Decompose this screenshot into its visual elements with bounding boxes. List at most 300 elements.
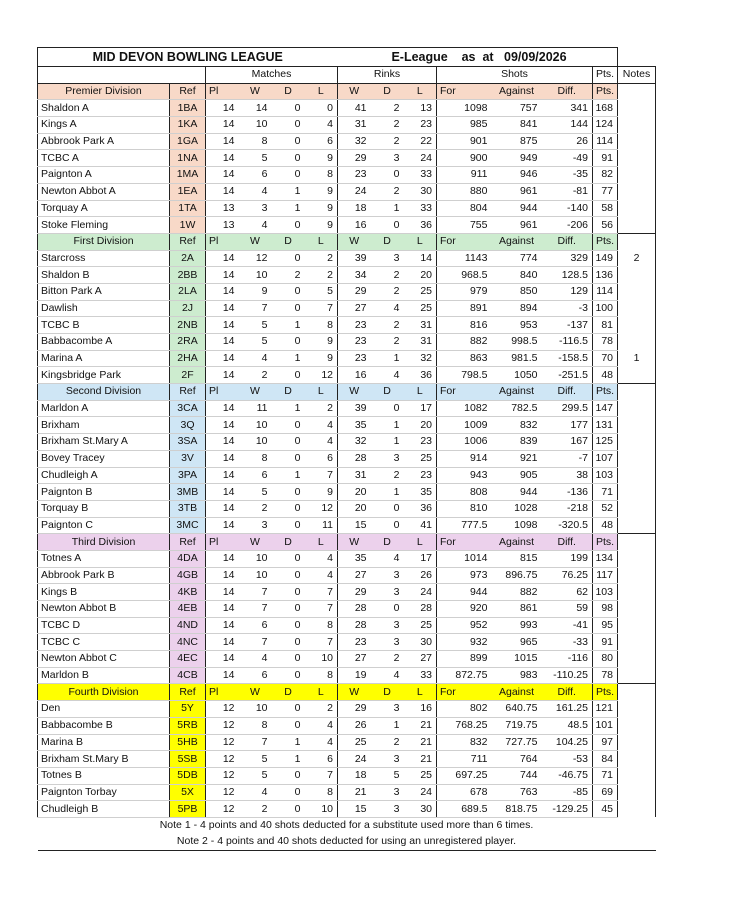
team-stat: 8 bbox=[239, 450, 272, 467]
team-stat: 26 bbox=[542, 133, 593, 150]
team-stat: 12 bbox=[206, 751, 239, 768]
team-name: Totnes B bbox=[38, 767, 170, 784]
team-ref: 3MC bbox=[170, 517, 206, 534]
team-stat: 28 bbox=[338, 450, 371, 467]
team-name: Kings B bbox=[38, 584, 170, 601]
team-stat: 14 bbox=[206, 183, 239, 200]
team-note bbox=[618, 567, 656, 584]
team-points: 136 bbox=[593, 267, 618, 284]
team-stat: 10 bbox=[239, 267, 272, 284]
team-stat: 18 bbox=[338, 200, 371, 217]
team-stat: 861 bbox=[492, 601, 542, 618]
team-stat: 841 bbox=[492, 117, 542, 134]
division-name: Premier Division bbox=[38, 83, 170, 100]
team-stat: 0 bbox=[272, 701, 305, 718]
team-stat: 5 bbox=[239, 484, 272, 501]
team-stat: 798.5 bbox=[437, 367, 492, 384]
team-stat: 3 bbox=[371, 250, 404, 267]
team-stat: 14 bbox=[206, 367, 239, 384]
team-stat: 17 bbox=[404, 400, 437, 417]
team-stat: 7 bbox=[305, 584, 338, 601]
team-points: 80 bbox=[593, 651, 618, 668]
team-stat: 1 bbox=[272, 183, 305, 200]
team-stat: 4 bbox=[239, 350, 272, 367]
team-stat: 1098 bbox=[492, 517, 542, 534]
team-stat: 10 bbox=[239, 550, 272, 567]
column-header: Against bbox=[492, 83, 542, 100]
team-name: Brixham St.Mary A bbox=[38, 434, 170, 451]
team-stat: 59 bbox=[542, 601, 593, 618]
team-stat: 3 bbox=[239, 517, 272, 534]
team-stat: 32 bbox=[338, 434, 371, 451]
column-header: D bbox=[371, 384, 404, 401]
team-stat: 2 bbox=[305, 701, 338, 718]
team-stat: 891 bbox=[437, 300, 492, 317]
team-stat: 12 bbox=[239, 250, 272, 267]
team-stat: 911 bbox=[437, 167, 492, 184]
team-stat: 32 bbox=[338, 133, 371, 150]
team-stat: 998.5 bbox=[492, 334, 542, 351]
team-name: Newton Abbot B bbox=[38, 601, 170, 618]
column-header: Ref bbox=[170, 534, 206, 551]
team-note bbox=[618, 317, 656, 334]
team-name: Den bbox=[38, 701, 170, 718]
team-stat: 894 bbox=[492, 300, 542, 317]
team-stat: 808 bbox=[437, 484, 492, 501]
column-header: Pts. bbox=[593, 384, 618, 401]
column-header: W bbox=[239, 534, 272, 551]
team-stat: 832 bbox=[492, 417, 542, 434]
team-points: 48 bbox=[593, 367, 618, 384]
team-stat: 2 bbox=[371, 267, 404, 284]
team-stat: 3 bbox=[371, 617, 404, 634]
team-stat: 2 bbox=[239, 367, 272, 384]
team-stat: 0 bbox=[272, 651, 305, 668]
team-row bbox=[38, 517, 656, 534]
team-points: 121 bbox=[593, 701, 618, 718]
team-stat: 979 bbox=[437, 283, 492, 300]
team-name: TCBC A bbox=[38, 150, 170, 167]
team-points: 131 bbox=[593, 417, 618, 434]
team-note bbox=[618, 100, 656, 117]
team-stat: 31 bbox=[404, 317, 437, 334]
team-stat: 4 bbox=[371, 667, 404, 684]
team-note bbox=[618, 801, 656, 818]
team-stat: 768.25 bbox=[437, 717, 492, 734]
team-name: Newton Abbot A bbox=[38, 183, 170, 200]
column-header: D bbox=[371, 684, 404, 701]
team-stat: 20 bbox=[404, 417, 437, 434]
team-ref: 4DA bbox=[170, 550, 206, 567]
team-stat: 3 bbox=[371, 567, 404, 584]
column-header: Against bbox=[492, 233, 542, 250]
team-stat: 0 bbox=[272, 150, 305, 167]
team-stat: 4 bbox=[239, 183, 272, 200]
team-stat: 901 bbox=[437, 133, 492, 150]
team-stat: 9 bbox=[305, 350, 338, 367]
team-stat: 35 bbox=[404, 484, 437, 501]
team-stat: 782.5 bbox=[492, 400, 542, 417]
column-header: Diff. bbox=[542, 233, 593, 250]
team-stat: 0 bbox=[272, 617, 305, 634]
team-stat: 7 bbox=[305, 767, 338, 784]
team-row bbox=[38, 167, 656, 184]
team-stat: 1 bbox=[272, 751, 305, 768]
team-stat: 946 bbox=[492, 167, 542, 184]
column-header: Against bbox=[492, 684, 542, 701]
team-stat: 7 bbox=[239, 300, 272, 317]
team-points: 78 bbox=[593, 334, 618, 351]
team-stat: 0 bbox=[272, 601, 305, 618]
team-stat: 5 bbox=[239, 317, 272, 334]
team-stat: -33 bbox=[542, 634, 593, 651]
team-row bbox=[38, 767, 656, 784]
team-stat: 2 bbox=[239, 500, 272, 517]
team-name: Dawlish bbox=[38, 300, 170, 317]
column-header: Pl bbox=[206, 684, 239, 701]
team-stat: 10 bbox=[305, 801, 338, 818]
team-stat: 0 bbox=[371, 217, 404, 234]
team-note bbox=[618, 634, 656, 651]
team-stat: 872.75 bbox=[437, 667, 492, 684]
team-stat: 14 bbox=[206, 484, 239, 501]
team-note bbox=[618, 667, 656, 684]
team-stat: 777.5 bbox=[437, 517, 492, 534]
column-header: Pl bbox=[206, 384, 239, 401]
team-stat: 26 bbox=[404, 567, 437, 584]
team-stat: 8 bbox=[239, 133, 272, 150]
team-stat: 28 bbox=[338, 617, 371, 634]
column-header: Ref bbox=[170, 384, 206, 401]
team-stat: 2 bbox=[371, 133, 404, 150]
team-ref: 5Y bbox=[170, 701, 206, 718]
team-stat: 0 bbox=[272, 484, 305, 501]
team-stat: 9 bbox=[239, 283, 272, 300]
team-stat: -116.5 bbox=[542, 334, 593, 351]
team-stat: -158.5 bbox=[542, 350, 593, 367]
team-name: Brixham bbox=[38, 417, 170, 434]
team-row bbox=[38, 751, 656, 768]
team-stat: 27 bbox=[338, 567, 371, 584]
team-stat: 9 bbox=[305, 183, 338, 200]
team-name: Shaldon A bbox=[38, 100, 170, 117]
team-stat: 18 bbox=[338, 767, 371, 784]
team-stat: 177 bbox=[542, 417, 593, 434]
team-stat: 961 bbox=[492, 183, 542, 200]
team-stat: 0 bbox=[371, 167, 404, 184]
team-stat: 35 bbox=[338, 417, 371, 434]
team-stat: 8 bbox=[305, 784, 338, 801]
team-ref: 3TB bbox=[170, 500, 206, 517]
team-stat: -116 bbox=[542, 651, 593, 668]
team-stat: 985 bbox=[437, 117, 492, 134]
team-stat: 744 bbox=[492, 767, 542, 784]
team-stat: 25 bbox=[404, 617, 437, 634]
team-row bbox=[38, 350, 656, 367]
team-note bbox=[618, 217, 656, 234]
team-stat: 1 bbox=[371, 717, 404, 734]
team-row bbox=[38, 283, 656, 300]
team-stat: 7 bbox=[239, 634, 272, 651]
team-stat: 27 bbox=[338, 300, 371, 317]
team-points: 45 bbox=[593, 801, 618, 818]
team-points: 84 bbox=[593, 751, 618, 768]
team-stat: 9 bbox=[305, 334, 338, 351]
team-stat: 20 bbox=[404, 267, 437, 284]
team-stat: 882 bbox=[437, 334, 492, 351]
team-ref: 4NC bbox=[170, 634, 206, 651]
team-stat: 36 bbox=[404, 367, 437, 384]
team-stat: 914 bbox=[437, 450, 492, 467]
team-stat: 14 bbox=[206, 601, 239, 618]
group-pts: Pts. bbox=[593, 67, 618, 84]
team-stat: 755 bbox=[437, 217, 492, 234]
team-stat: 167 bbox=[542, 434, 593, 451]
team-stat: 3 bbox=[239, 200, 272, 217]
team-ref: 5HB bbox=[170, 734, 206, 751]
column-header: D bbox=[272, 384, 305, 401]
team-note bbox=[618, 334, 656, 351]
title-blank bbox=[618, 48, 656, 67]
group-blank bbox=[38, 67, 206, 84]
team-stat: 0 bbox=[272, 117, 305, 134]
group-header-row bbox=[38, 67, 656, 84]
team-ref: 3V bbox=[170, 450, 206, 467]
team-stat: 15 bbox=[338, 801, 371, 818]
league-title: MID DEVON BOWLING LEAGUE bbox=[38, 48, 338, 67]
column-header: Pts. bbox=[593, 83, 618, 100]
team-stat: 2 bbox=[371, 283, 404, 300]
team-row bbox=[38, 717, 656, 734]
team-stat: 4 bbox=[305, 567, 338, 584]
team-row bbox=[38, 584, 656, 601]
team-ref: 1BA bbox=[170, 100, 206, 117]
team-stat: -218 bbox=[542, 500, 593, 517]
team-name: Marina B bbox=[38, 734, 170, 751]
team-name: TCBC D bbox=[38, 617, 170, 634]
team-stat: 3 bbox=[371, 150, 404, 167]
team-note bbox=[618, 150, 656, 167]
team-stat: 763 bbox=[492, 784, 542, 801]
team-stat: 1028 bbox=[492, 500, 542, 517]
team-name: Starcross bbox=[38, 250, 170, 267]
team-stat: 697.25 bbox=[437, 767, 492, 784]
team-stat: 949 bbox=[492, 150, 542, 167]
team-stat: 14 bbox=[206, 517, 239, 534]
team-note bbox=[618, 484, 656, 501]
team-stat: 14 bbox=[206, 417, 239, 434]
team-stat: 0 bbox=[272, 667, 305, 684]
team-stat: 30 bbox=[404, 183, 437, 200]
team-stat: 14 bbox=[206, 250, 239, 267]
column-header: Ref bbox=[170, 233, 206, 250]
team-name: Marldon B bbox=[38, 667, 170, 684]
team-row bbox=[38, 250, 656, 267]
team-stat: 816 bbox=[437, 317, 492, 334]
team-stat: 880 bbox=[437, 183, 492, 200]
team-stat: 1006 bbox=[437, 434, 492, 451]
team-stat: 921 bbox=[492, 450, 542, 467]
team-note bbox=[618, 267, 656, 284]
team-stat: 0 bbox=[272, 367, 305, 384]
team-points: 125 bbox=[593, 434, 618, 451]
team-row bbox=[38, 300, 656, 317]
team-name: Paignton C bbox=[38, 517, 170, 534]
team-stat: 23 bbox=[338, 167, 371, 184]
team-stat: 0 bbox=[272, 100, 305, 117]
team-stat: 0 bbox=[272, 450, 305, 467]
team-row bbox=[38, 784, 656, 801]
team-note bbox=[618, 300, 656, 317]
team-stat: 31 bbox=[338, 467, 371, 484]
team-stat: 0 bbox=[272, 167, 305, 184]
team-name: Chudleigh B bbox=[38, 801, 170, 818]
team-stat: 341 bbox=[542, 100, 593, 117]
team-stat: 2 bbox=[305, 400, 338, 417]
team-stat: 1015 bbox=[492, 651, 542, 668]
team-name: Bovey Tracey bbox=[38, 450, 170, 467]
team-stat: 2 bbox=[371, 334, 404, 351]
team-points: 91 bbox=[593, 634, 618, 651]
team-stat: 13 bbox=[206, 200, 239, 217]
team-stat: 41 bbox=[338, 100, 371, 117]
team-stat: 832 bbox=[437, 734, 492, 751]
team-stat: 6 bbox=[239, 467, 272, 484]
column-header: Pl bbox=[206, 233, 239, 250]
team-stat: 6 bbox=[239, 667, 272, 684]
team-stat: 882 bbox=[492, 584, 542, 601]
team-stat: 14 bbox=[206, 567, 239, 584]
team-stat: 14 bbox=[206, 150, 239, 167]
team-name: Brixham St.Mary B bbox=[38, 751, 170, 768]
team-stat: -85 bbox=[542, 784, 593, 801]
team-name: Newton Abbot C bbox=[38, 651, 170, 668]
team-row bbox=[38, 651, 656, 668]
team-stat: 1 bbox=[272, 200, 305, 217]
team-row bbox=[38, 267, 656, 284]
team-stat: 4 bbox=[239, 784, 272, 801]
team-stat: 26 bbox=[338, 717, 371, 734]
team-stat: 1 bbox=[371, 484, 404, 501]
team-stat: 839 bbox=[492, 434, 542, 451]
team-stat: 3 bbox=[371, 751, 404, 768]
team-stat: 8 bbox=[305, 667, 338, 684]
team-stat: 815 bbox=[492, 550, 542, 567]
team-ref: 4ND bbox=[170, 617, 206, 634]
team-stat: 329 bbox=[542, 250, 593, 267]
team-stat: 0 bbox=[272, 517, 305, 534]
column-header: L bbox=[404, 534, 437, 551]
team-stat: 30 bbox=[404, 634, 437, 651]
team-points: 168 bbox=[593, 100, 618, 117]
team-stat: 12 bbox=[206, 801, 239, 818]
team-points: 95 bbox=[593, 617, 618, 634]
team-row bbox=[38, 634, 656, 651]
team-stat: 20 bbox=[338, 500, 371, 517]
team-points: 91 bbox=[593, 150, 618, 167]
team-points: 82 bbox=[593, 167, 618, 184]
column-header: W bbox=[239, 233, 272, 250]
team-stat: 8 bbox=[239, 717, 272, 734]
team-stat: 678 bbox=[437, 784, 492, 801]
column-header: L bbox=[305, 684, 338, 701]
team-name: Abbrook Park B bbox=[38, 567, 170, 584]
team-stat: -206 bbox=[542, 217, 593, 234]
team-stat: 944 bbox=[492, 484, 542, 501]
column-header: For bbox=[437, 83, 492, 100]
team-note bbox=[618, 434, 656, 451]
column-header: L bbox=[305, 233, 338, 250]
team-ref: 2F bbox=[170, 367, 206, 384]
team-stat: 952 bbox=[437, 617, 492, 634]
team-note bbox=[618, 400, 656, 417]
team-points: 52 bbox=[593, 500, 618, 517]
team-stat: 28 bbox=[404, 601, 437, 618]
notes-cell bbox=[618, 534, 656, 551]
team-stat: 3 bbox=[371, 584, 404, 601]
title-meta bbox=[338, 48, 593, 67]
team-row bbox=[38, 133, 656, 150]
team-stat: 24 bbox=[338, 183, 371, 200]
team-stat: 1014 bbox=[437, 550, 492, 567]
team-stat: 12 bbox=[206, 701, 239, 718]
team-stat: -3 bbox=[542, 300, 593, 317]
team-stat: 4 bbox=[305, 434, 338, 451]
group-shots: Shots bbox=[437, 67, 593, 84]
team-stat: 16 bbox=[338, 217, 371, 234]
team-stat: 3 bbox=[371, 634, 404, 651]
team-stat: 7 bbox=[239, 734, 272, 751]
team-row bbox=[38, 200, 656, 217]
team-stat: 38 bbox=[542, 467, 593, 484]
column-header: L bbox=[404, 83, 437, 100]
team-note bbox=[618, 183, 656, 200]
team-stat: 905 bbox=[492, 467, 542, 484]
team-stat: 29 bbox=[338, 701, 371, 718]
team-stat: 12 bbox=[206, 784, 239, 801]
column-header: D bbox=[371, 534, 404, 551]
team-stat: 10 bbox=[305, 651, 338, 668]
team-stat: 20 bbox=[338, 484, 371, 501]
team-row bbox=[38, 334, 656, 351]
team-note bbox=[618, 133, 656, 150]
team-stat: 3 bbox=[371, 701, 404, 718]
team-stat: 14 bbox=[404, 250, 437, 267]
team-note: 2 bbox=[618, 250, 656, 267]
team-stat: 14 bbox=[206, 267, 239, 284]
team-stat: 0 bbox=[272, 300, 305, 317]
team-stat: 14 bbox=[206, 634, 239, 651]
team-stat: 14 bbox=[206, 400, 239, 417]
team-note bbox=[618, 167, 656, 184]
team-stat: 932 bbox=[437, 634, 492, 651]
team-stat: 6 bbox=[239, 167, 272, 184]
division-header-row bbox=[38, 384, 656, 401]
team-stat: 1050 bbox=[492, 367, 542, 384]
team-name: Marina A bbox=[38, 350, 170, 367]
team-note bbox=[618, 617, 656, 634]
team-row bbox=[38, 734, 656, 751]
team-ref: 4KB bbox=[170, 584, 206, 601]
team-name: Chudleigh A bbox=[38, 467, 170, 484]
team-ref: 1KA bbox=[170, 117, 206, 134]
team-ref: 2BB bbox=[170, 267, 206, 284]
team-ref: 2NB bbox=[170, 317, 206, 334]
team-stat: 28 bbox=[338, 601, 371, 618]
team-ref: 1W bbox=[170, 217, 206, 234]
team-stat: 2 bbox=[371, 100, 404, 117]
team-points: 103 bbox=[593, 467, 618, 484]
